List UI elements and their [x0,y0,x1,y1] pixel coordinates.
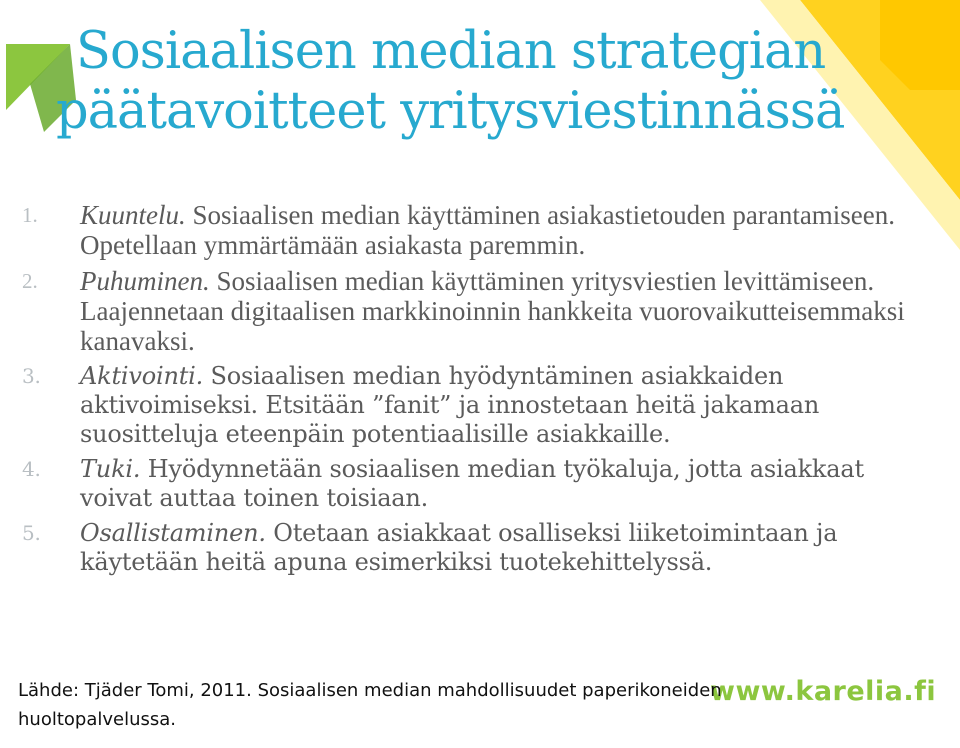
list-item-text: Sosiaalisen median hyödyntäminen asiakkaiden aktivoimiseksi. Etsitään ”fanit” ja innostetaan heitä jakamaan suositteluja eteenpäin potentiaalisille asiakkaille. [80,362,820,448]
goal-list [0,200,950,583]
list-item-lead: Aktivointi. [80,362,211,390]
list-item [0,266,950,356]
list-item-text: Sosiaalisen median käyttäminen asiakastietouden parantamiseen. Opetellaan ymmärtämään asiakasta paremmin. [80,200,896,260]
source-citation: Lähde: Tjäder Tomi, 2011. Sosiaalisen median mahdollisuudet paperikoneiden huoltopalvelussa. [18,680,722,730]
list-item [0,200,950,260]
page-title [56,22,936,142]
karelia-logo: www.karelia.fi [710,676,937,707]
list-item-text: Sosiaalisen median käyttäminen yritysviestien levittämiseen. Laajennetaan digitaalisen markkinoinnin hankkeita vuorovaikutteisemmaksi kanavaksi. [80,266,905,356]
list-item [0,455,950,513]
list-item-text: Otetaan asiakkaat osalliseksi liiketoimintaan ja käytetään heitä apuna esimerkiksi tuotekehittelyssä. [80,519,838,576]
title-line-1: Sosiaalisen median strategian [76,22,826,81]
list-item-number: 3. [22,364,41,388]
title-line-2: päätavoitteet yritysviestinnässä [56,82,845,141]
list-item-text: Hyödynnetään sosiaalisen median työkaluja, jotta asiakkaat voivat auttaa toinen toisiaan. [80,455,864,512]
list-item-number: 2. [22,269,38,293]
list-item-lead: Tuki. [80,455,148,483]
list-item-lead: Kuuntelu. [80,200,193,230]
list-item-number: 4. [22,457,41,481]
list-item-lead: Osallistaminen. [80,519,274,547]
list-item [0,519,950,577]
list-item [0,362,950,449]
list-item-lead: Puhuminen. [80,266,217,296]
list-item-number: 5. [22,521,41,545]
list-item-number: 1. [22,203,38,227]
